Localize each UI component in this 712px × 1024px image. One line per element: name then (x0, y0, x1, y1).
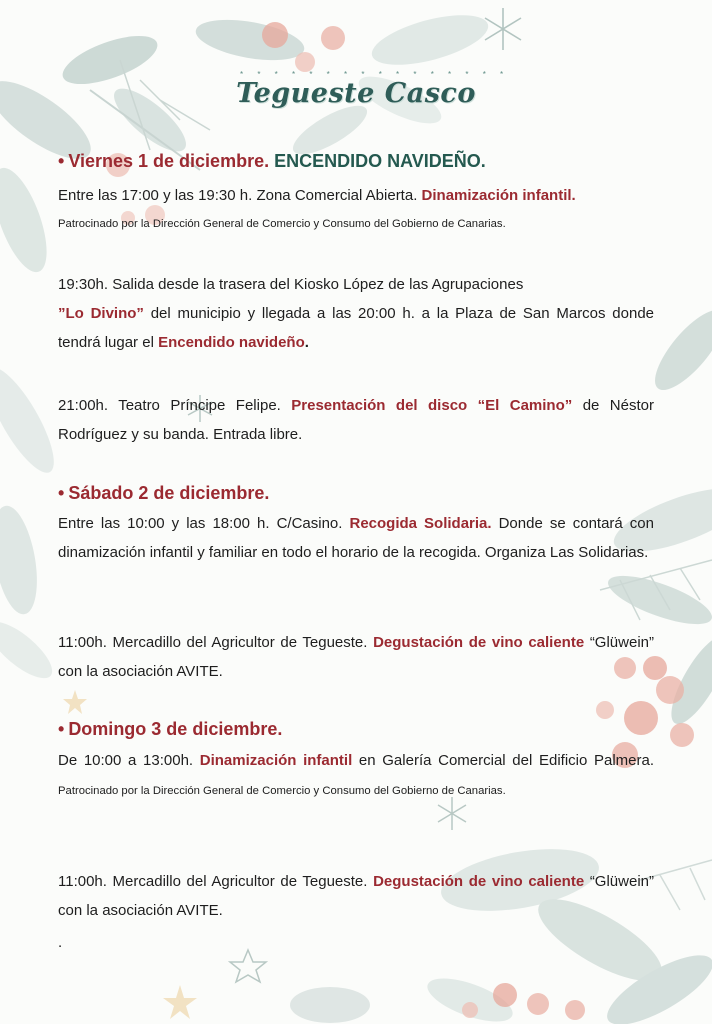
day1-paragraph-2 (58, 270, 654, 357)
day1-sponsor: Patrocinado por la Dirección General de Comercio y Consumo del Gobierno de Canarias. (58, 218, 506, 230)
day2-p1-highlight: Recogida Solidaria. (349, 515, 492, 532)
day3-heading-row (58, 719, 654, 740)
day3-heading (58, 719, 654, 740)
trailing-dot: . (58, 934, 63, 951)
day2-heading-row (58, 483, 654, 504)
day1-p2-line1: 19:30h. Salida desde la trasera del Kiosko López de las Agrupaciones (58, 276, 524, 293)
day3-p2-text2: “Glüwein” con la asociación AVITE. (58, 873, 654, 919)
day1-heading-row (58, 151, 654, 172)
day1-paragraph-1 (58, 181, 654, 210)
day3-p2-text1: 11:00h. Mercadillo del Agricultor de Tegueste. (58, 873, 374, 890)
day3-p1-text1: De 10:00 a 13:00h. (58, 752, 200, 769)
day3-p1-text2: en Galería Comercial del Edificio Palmera. (352, 752, 655, 769)
bullet: • (58, 719, 65, 739)
day1-p2-end: . (304, 334, 309, 351)
day3-date: Domingo 3 de diciembre. (68, 719, 283, 739)
day3-p2-highlight: Degustación de vino caliente (373, 873, 585, 890)
day2-p2-text1: 11:00h. Mercadillo del Agricultor de Tegueste. (58, 634, 374, 651)
day1-p3-text1: 21:00h. Teatro Príncipe Felipe. (58, 397, 292, 414)
day2-p2-text2: “Glüwein” con la asociación AVITE. (58, 634, 654, 680)
day2-heading (58, 483, 654, 504)
title-sparkles: * * * * * * * * * * * * * * * * (240, 70, 510, 79)
day2-date: Sábado 2 de diciembre. (68, 483, 270, 503)
day1-p1-highlight: Dinamización infantil. (421, 187, 576, 204)
day2-p2-highlight: Degustación de vino caliente (373, 634, 585, 651)
day1-p3-text2: de Néstor Rodríguez y su banda. Entrada libre. (58, 397, 654, 443)
day1-paragraph-3 (58, 391, 654, 449)
bullet: • (58, 151, 65, 171)
day2-p1-text2: Donde se contará con dinamización infantil y familiar en todo el horario de la recogida. Organiza Las Solidarias. (58, 515, 654, 561)
day1-p3-highlight: Presentación del disco “El Camino” (291, 397, 573, 414)
day1-date: Viernes 1 de diciembre. (68, 151, 270, 171)
day1-p1-text: Entre las 17:00 y las 19:30 h. Zona Comercial Abierta. (58, 187, 422, 204)
day1-heading (58, 151, 654, 172)
day2-paragraph-2 (58, 628, 654, 686)
day3-paragraph-2 (58, 867, 654, 925)
day3-p1-highlight: Dinamización infantil (199, 752, 353, 769)
day1-p2-highlight2: Encendido navideño (158, 334, 305, 351)
day3-paragraph-1 (58, 746, 654, 806)
page-title: Tegueste Casco (236, 78, 476, 109)
day1-p2-text2: del municipio y llegada a las 20:00 h. a la Plaza de San Marcos donde tendrá lugar el (58, 305, 655, 351)
day1-p2-highlight1: ”Lo Divino” (58, 305, 144, 322)
bullet: • (58, 483, 65, 503)
day1-subheading: ENCENDIDO NAVIDEÑO. (274, 151, 486, 171)
day2-p1-text1: Entre las 10:00 y las 18:00 h. C/Casino. (58, 515, 350, 532)
day2-paragraph-1 (58, 509, 654, 567)
day3-sponsor: Patrocinado por la Dirección General de Comercio y Consumo del Gobierno de Canarias. (58, 785, 506, 797)
